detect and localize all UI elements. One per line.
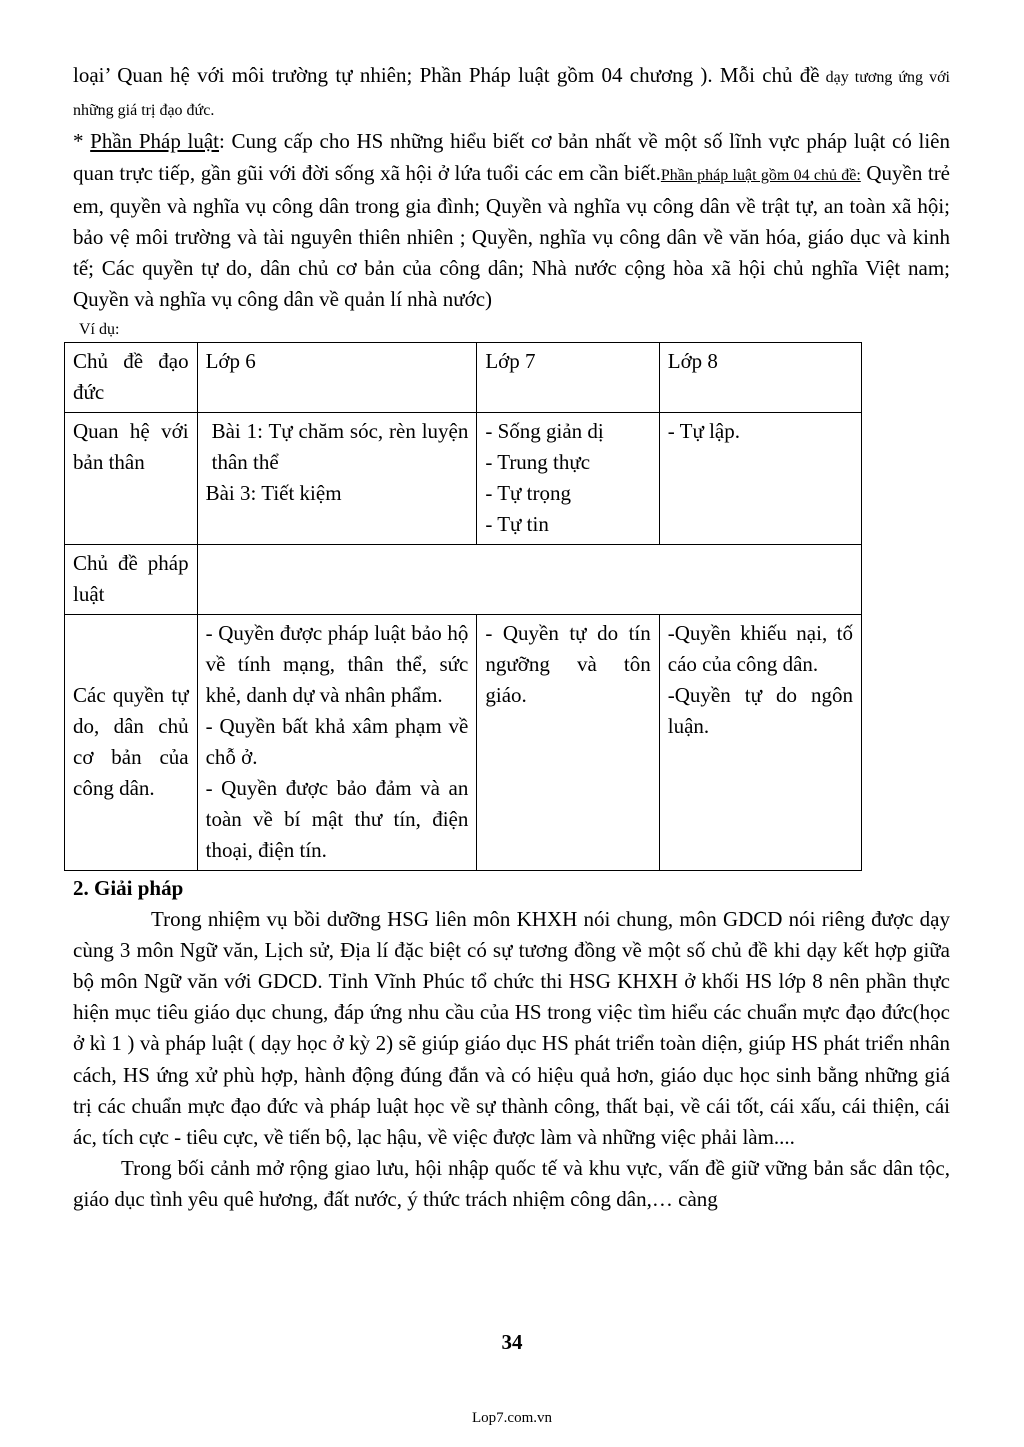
example-label: Ví dụ: [79,320,120,338]
header-topic: Chủ đề đạo đức [65,342,198,412]
table-row [65,614,862,870]
list-item: -Quyền tự do ngôn luận. [667,682,853,738]
phap-luat-subheading: Phần pháp luật gồm 04 chủ đề: [660,166,861,184]
phap-luat-heading: Phần Pháp luật [90,129,220,154]
section-paragraph-2: Trong bối cảnh mở rộng giao lưu, hội nhập quốc tế và khu vực, vấn đề giữ vững bản sắc dân tộc, giáo dục tình yêu quê hương, đất nước, ý thức trách nhiệm công dân,… càng [73,1156,950,1212]
table-row [65,544,862,614]
list-item: - Quyền tự do tín ngưỡng và tôn giáo. [485,620,651,707]
list-item: -Quyền khiếu nại, tố cáo của công dân. [667,620,853,676]
row1-lop7 [477,412,659,544]
curriculum-table [64,342,862,871]
intro-text: loại’ Quan hệ với môi trường tự nhiên; Phần Pháp luật gồm 04 chương ). Mỗi chủ đề [73,63,820,87]
bullet-star: * [73,129,91,154]
header-lop6: Lớp 6 [197,342,477,412]
list-item: - Sống giản dị [485,418,604,443]
intro-paragraph-2 [73,126,950,315]
row3-lop7 [477,614,659,870]
list-item: - Tự trọng [485,480,572,505]
table-row [65,412,862,544]
phap-luat-text: : Cung cấp cho HS những hiểu biết cơ bản nhất về một số lĩnh vực pháp luật có liên quan trực tiếp, gần gũi với đời sống xã hội ở lứa tuổi các em cần biết. [73,129,950,185]
row2-topic: Chủ đề pháp luật [65,544,198,614]
row1-lop6 [197,412,477,544]
page-number: 34 [501,1330,523,1354]
section-heading: 2. Giải pháp [73,875,184,900]
header-lop8: Lớp 8 [659,342,861,412]
list-item: - Trung thực [485,449,591,474]
list-item: Bài 3: Tiết kiệm [205,480,342,505]
section-paragraph-1: Trong nhiệm vụ bồi dưỡng HSG liên môn KHXH nói chung, môn GDCD nói riêng được dạy cùng 3 môn Ngữ văn, Lịch sử, Địa lí đặc biệt có sự tương đồng về một số chủ đề khi dạy kết hợp giữa bộ môn Ngữ văn với GDCD. Tỉnh Vĩnh Phúc tổ chức thi HSG KHXH ở khối HS lớp 8 nên phần thực hiện mục tiêu giáo dục chung, đáp ứng nhu cầu của HS trong việc tìm hiểu các chuẩn mực đạo đức(học ở kì 1 ) và pháp luật ( dạy học ở kỳ 2) sẽ giúp giáo dục HS phát triển toàn diện, giúp HS phát triển nhân cách, HS ứng xử phù hợp, hành động đúng đắn và có hiệu quả hơn, giáo dục học sinh bằng những giá trị các chuẩn mực đạo đức và pháp luật học về sự thành công, thất bại, về cái tốt, cái xấu, cái thiện, cái ác, tích cực - tiêu cực, về tiến bộ, lạc hậu, về việc được làm và những việc phải làm.... [73,906,950,1150]
footer-source: Lop7.com.vn [472,1410,552,1426]
intro-small-text: dạy tương ứng với những giá trị đạo đức. [73,69,950,120]
row1-topic: Quan hệ với bản thân [65,412,198,544]
document-page [73,60,950,1216]
row3-lop8 [659,614,861,870]
row1-lop8 [659,412,861,544]
row2-empty [197,544,861,614]
phap-luat-topics: Quyền trẻ em, quyền và nghĩa vụ công dân trong gia đình; Quyền và nghĩa vụ công dân về trật tự, an toàn xã hội; bảo vệ môi trường và tài nguyên thiên nhiên ; Quyền, nghĩa vụ công dân về văn hóa, giáo dục và kinh tế; Các quyền tự do, dân chủ cơ bản của công dân; Nhà nước cộng hòa xã hội chủ nghĩa Việt nam; Quyền và nghĩa vụ công dân về quản lí nhà nước) [73,160,951,312]
list-item: Bài 1: Tự chăm sóc, rèn luyện thân thể [211,418,469,474]
intro-paragraph-1 [73,60,950,126]
list-item: - Quyền được bảo đảm và an toàn về bí mật thư tín, điện thoại, điện tín. [205,775,469,862]
list-item: - Tự lập. [667,418,740,443]
list-item: - Quyền được pháp luật bảo hộ về tính mạng, thân thể, sức khẻ, danh dự và nhân phẩm. [205,620,469,707]
header-lop7: Lớp 7 [477,342,659,412]
list-item: - Quyền bất khả xâm phạm về chỗ ở. [205,713,469,769]
list-item: - Tự tin [485,511,549,536]
table-header-row [65,342,862,412]
row3-topic: Các quyền tự do, dân chủ cơ bản của công dân. [65,614,198,870]
row3-lop6 [197,614,477,870]
